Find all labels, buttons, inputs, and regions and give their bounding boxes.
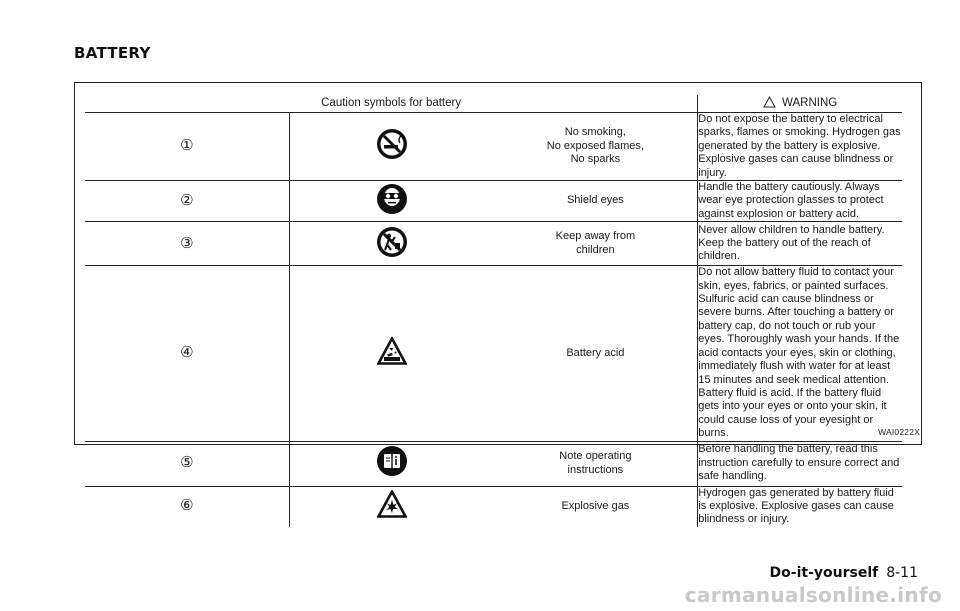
symbol-label: Explosive gas (494, 486, 698, 527)
warning-triangle-icon (763, 96, 776, 108)
caution-symbols-header: Caution symbols for battery (85, 95, 698, 113)
watermark: carmanualsonline.info (684, 583, 942, 607)
table-row (85, 181, 902, 222)
table-row (85, 441, 902, 486)
row-number: ② (85, 181, 289, 222)
battery-acid-icon (377, 337, 407, 365)
warning-text: Handle the battery cautiously. Always wear eye protection glasses to protect against explosion or battery acid. (698, 181, 902, 222)
row-number: ① (85, 113, 289, 181)
no-smoking-icon (376, 128, 408, 160)
note-operating-instructions-icon (376, 445, 408, 477)
chapter-title: Do-it-yourself (769, 565, 879, 581)
row-number: ④ (85, 266, 289, 441)
symbol-label: Note operating instructions (494, 441, 698, 486)
section-title: BATTERY (74, 44, 151, 62)
symbol-label: Battery acid (494, 266, 698, 441)
table-row (85, 266, 902, 441)
warning-text: Before handling the battery, read this instruction carefully to ensure correct and safe handling. (698, 441, 902, 486)
warning-text: Do not allow battery fluid to contact your skin, eyes, fabrics, or painted surfaces. Sulfuric acid can cause blindness or severe burns. After touching a battery or battery cap, do not touch or rub your eyes. Thoroughly wash your hands. If the acid contacts your eyes, skin or clothing, immediately flush with water for at least 15 minutes and seek medical attention. Battery fluid is acid. If the battery fluid gets into your eyes or onto your skin, it could cause loss of your eyesight or burns. (698, 266, 902, 441)
row-number: ⑤ (85, 441, 289, 486)
symbol-label: Keep away from children (494, 222, 698, 266)
warning-header-label: WARNING (782, 97, 838, 110)
page-number: 8-11 (886, 565, 918, 581)
symbol-label: Shield eyes (494, 181, 698, 222)
symbol-label: No smoking, No exposed flames, No sparks (494, 113, 698, 181)
warning-text: Hydrogen gas generated by battery fluid is explosive. Explosive gases can cause blindness or injury. (698, 486, 894, 526)
shield-eyes-icon (376, 183, 408, 215)
table-row (85, 113, 902, 181)
battery-caution-table (85, 95, 902, 527)
keep-away-children-icon (376, 226, 408, 258)
table-row (85, 222, 902, 266)
figure-code: WAI0222X (878, 427, 920, 437)
table-row (85, 486, 902, 527)
row-number: ③ (85, 222, 289, 266)
warning-text: Do not expose the battery to electrical sparks, flames or smoking. Hydrogen gas generated by the battery is explosive. Explosive gases can cause blindness or injury. (698, 113, 901, 179)
row-number: ⑥ (180, 497, 194, 515)
explosive-gas-icon (377, 490, 407, 518)
table-header-row (85, 95, 902, 113)
warning-text: Never allow children to handle battery. Keep the battery out of the reach of children. (698, 222, 902, 266)
warning-header (698, 95, 902, 113)
page-footer (770, 565, 918, 581)
